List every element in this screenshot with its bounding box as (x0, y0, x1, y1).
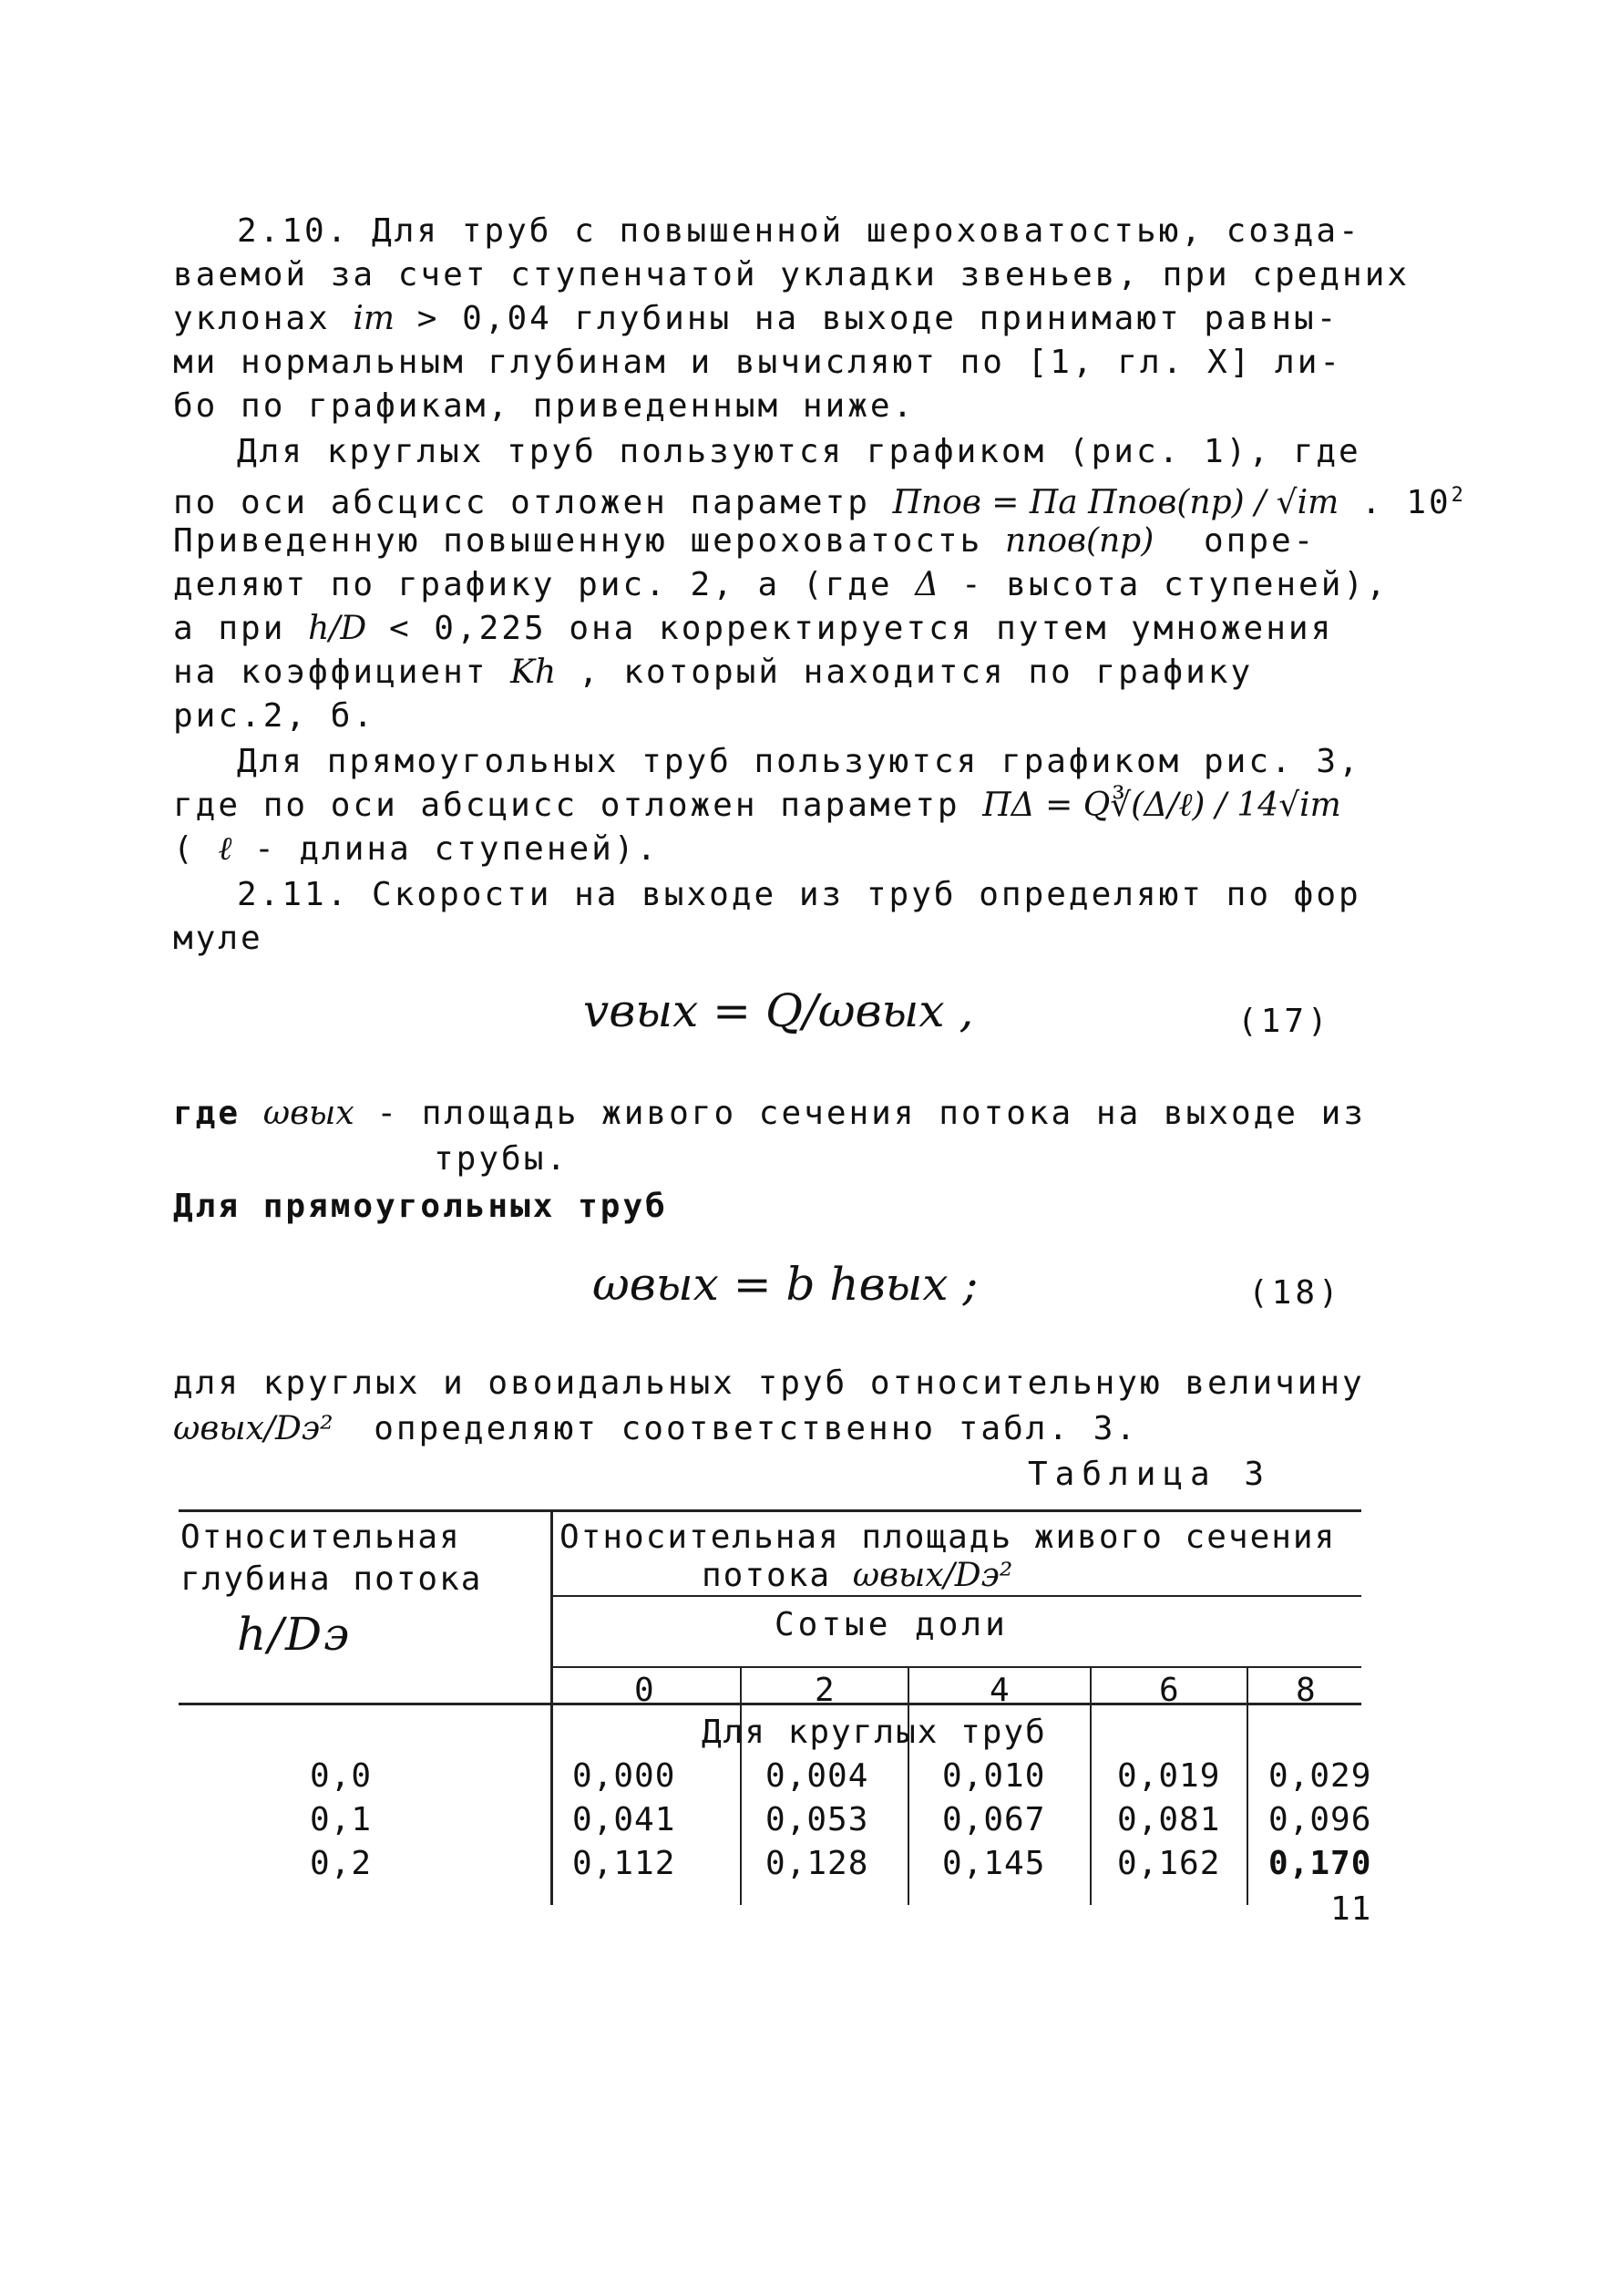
table-head-rule-1 (550, 1595, 1361, 1597)
table-col-2: 2 (815, 1672, 836, 1709)
table-col-divider-3 (1090, 1666, 1092, 1905)
round-line-3: Приведенную повышенную шероховатость nпов(пр) опре- (173, 522, 1317, 560)
page-number: 11 (1330, 1890, 1372, 1928)
table-row-3-v8: 0,170 (1268, 1845, 1372, 1882)
p210-line-5: бо по графикам, приведенным ниже. (173, 387, 916, 425)
table-row-1-v8: 0,029 (1268, 1757, 1372, 1795)
table-section-title: Для круглых труб (702, 1714, 1047, 1751)
table-col-8: 8 (1296, 1672, 1318, 1709)
table-row-1-v2: 0,004 (765, 1757, 869, 1795)
table-row-2-v8: 0,096 (1268, 1801, 1372, 1838)
p210-line-2: ваемой за счет ступенчатой укладки звеньев, при средних (173, 256, 1411, 293)
table-row-1-v4: 0,010 (942, 1757, 1046, 1795)
where-line-cont: трубы. (434, 1140, 569, 1178)
table-head-right-2: потока ωвых/Dэ² (702, 1557, 1013, 1594)
table-row-2-v4: 0,067 (942, 1801, 1046, 1838)
table-row-3-v0: 0,112 (572, 1845, 676, 1882)
oval-line-2: ωвых/Dэ² определяют соответственно табл. 3. (173, 1410, 1139, 1447)
table-col-6: 6 (1159, 1672, 1181, 1709)
table-col-4: 4 (990, 1672, 1011, 1709)
relative-area-symbol: ωвых/Dэ² (173, 1410, 333, 1447)
rect-line-1: Для прямоугольных труб пользуются графиком рис. 3, (237, 743, 1361, 780)
table-head-left-1: Относительная (180, 1519, 461, 1556)
p210-line-4: ми нормальным глубинам и вычисляют по [1, гл. X] ли- (173, 344, 1343, 381)
table-head-left-2: глубина потока (180, 1560, 483, 1598)
table-row-1-v6: 0,019 (1117, 1757, 1221, 1795)
oval-line-1: для круглых и овоидальных труб относительную величину (173, 1364, 1365, 1402)
table-top-rule (179, 1509, 1361, 1512)
rect-line-2: где по оси абсцисс отложен параметр ПΔ = Q∛(Δ/ℓ) / 14√iт (173, 787, 1341, 824)
table-row-2-v6: 0,081 (1117, 1801, 1221, 1838)
ratio-symbol: h/D (308, 610, 367, 647)
roughness-symbol: nпов(пр) (1004, 522, 1154, 560)
p210-line-1: 2.10. Для труб с повышенной шероховатостью, созда- (237, 212, 1361, 250)
rect-pipes-label: Для прямоугольных труб (173, 1188, 668, 1225)
table-head-left-symbol: h/Dэ (237, 1608, 352, 1661)
table-row-3-v4: 0,145 (942, 1845, 1046, 1882)
table-row-3-v6: 0,162 (1117, 1845, 1221, 1882)
round-line-5: а при h/D < 0,225 она корректируется путем умножения (173, 610, 1334, 647)
table-col-divider-4 (1247, 1666, 1248, 1905)
table-row-2-v2: 0,053 (765, 1801, 869, 1838)
param-formula: Ппов = Пa Ппов(пр) / √iт (892, 484, 1339, 521)
where-line: где ωвых - площадь живого сечения потока на выходе из (173, 1095, 1366, 1132)
coef-symbol: Kh (510, 654, 557, 691)
area-symbol: ωвых (262, 1095, 354, 1132)
table-hundredths: Сотые доли (775, 1606, 1009, 1643)
table-row-1-v0: 0,000 (572, 1757, 676, 1795)
table-row-2-v0: 0,041 (572, 1801, 676, 1838)
round-line-1: Для круглых труб пользуются графиком (рис. 1), где (237, 433, 1361, 470)
rect-line-3: ( ℓ - длина ступеней). (173, 830, 660, 868)
table-head-right-1: Относительная площадь живого сечения (559, 1519, 1337, 1556)
table-col-divider-1 (740, 1666, 742, 1905)
equation-17-number: (17) (1237, 1003, 1331, 1040)
table-caption: Таблица 3 (1028, 1456, 1272, 1493)
table-row-3-v2: 0,128 (765, 1845, 869, 1882)
table-col-divider-2 (908, 1666, 909, 1905)
round-line-6: на коэффициент Kh , который находится по графику (173, 654, 1254, 691)
param-delta-formula: ПΔ = Q∛(Δ/ℓ) / 14√iт (982, 787, 1341, 824)
slope-symbol: iт (353, 300, 395, 337)
equation-18: ωвых = b hвых ; (592, 1258, 979, 1311)
equation-18-number: (18) (1248, 1274, 1342, 1312)
round-line-2: по оси абсцисс отложен параметр Ппов = Пa Ппов(пр) / √iт . $10^2$ (173, 484, 1466, 521)
table-head-bottom-rule (179, 1703, 1361, 1705)
equation-17: vвых = Q/ωвых , (583, 984, 974, 1037)
table-row-1-h: 0,0 (310, 1757, 373, 1795)
p211-line-1: 2.11. Скорости на выходе из труб определяют по фор (237, 876, 1361, 913)
table-row-2-h: 0,1 (310, 1801, 373, 1838)
length-symbol: ℓ (218, 830, 232, 868)
delta-symbol: Δ (915, 566, 939, 603)
p210-line-3: уклонах iт > 0,04 глубины на выходе принимают равны- (173, 300, 1339, 337)
table-col-0: 0 (634, 1672, 656, 1709)
round-line-7: рис.2, б. (173, 697, 376, 735)
table-head-rule-2 (550, 1666, 1361, 1668)
p211-line-2: муле (173, 920, 263, 957)
round-line-4: деляют по графику рис. 2, а (где Δ - высота ступеней), (173, 566, 1389, 603)
table-main-divider (550, 1509, 553, 1905)
table-row-3-h: 0,2 (310, 1845, 373, 1882)
